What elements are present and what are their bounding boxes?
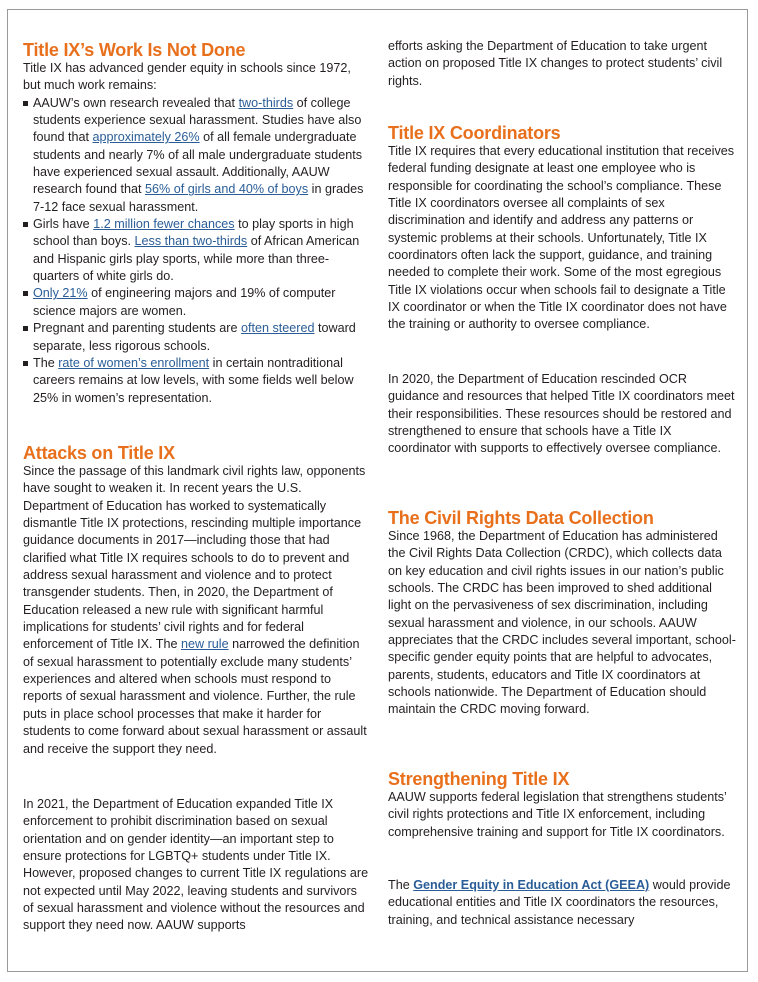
section-attacks-continued (23, 796, 370, 935)
list-item (23, 355, 370, 407)
link-two-thirds[interactable]: two-thirds (238, 95, 294, 110)
paragraph: Since 1968, the Department of Education has administered the Civil Rights Data Collection (CRDC), which collects data on key education and civil rights issues in our nation’s public schools. The CRDC has been improved to shed additional light on the pervasiveness of sex discrimination, including sexual harassment and violence, in our schools. AAUW appreciates that the CRDC includes several important, school-specific gender equity points that are helpful to advocates, parents, students, educators and Title IX coordinators at schools nationwide. The Department of Education should maintain the CRDC moving forward. (388, 529, 736, 717)
list-item (23, 216, 370, 285)
paragraph: Title IX requires that every educational institution that receives federal funding designate at least one employee who is responsible for coordinating the school’s compliance. These Title IX coordinators oversee all complaints of sex discrimination and identify and address any patterns or systemic problems at their schools. Unfortunately, Title IX coordinators often lack the support, guidance, and training needed to complete their work. Some of the most egregious Title IX violations occur when schools fail to designate a Title IX coordinator or when the Title IX coordinator does not have the training or authority to oversee compliance. (388, 144, 735, 332)
text-run: Girls have (33, 217, 94, 232)
paragraph: In 2020, the Department of Education rescinded OCR guidance and resources that helped Title IX coordinators meet their responsibilities. These resources should be restored and strengthened to ensure that schools have a Title IX coordinator with supports to effectively oversee compliance. (388, 372, 735, 456)
text-run: of engineering majors and 19% of computer science majors are women. (33, 286, 336, 318)
section-heading: Title IX Coordinators (388, 123, 561, 143)
link-rate-of-enrollment[interactable]: rate of women’s enrollment (58, 355, 210, 370)
section-coordinators-continued (388, 371, 736, 458)
link-geea[interactable]: Gender Equity in Education Act (GEEA) (413, 878, 650, 892)
section-strengthening-geea (388, 877, 736, 929)
text-run: of all female undergraduate students and nearly 7% of all male undergraduate students have experienced sexual assault. Additionally, AAUW research found that (33, 130, 363, 197)
link-often-steered[interactable]: often steered (240, 321, 315, 336)
section-heading: Title IX’s Work Is Not Done (23, 40, 246, 60)
link-fewer-chances[interactable]: 1.2 million fewer chances (93, 217, 235, 232)
text-run: Pregnant and parenting students are (33, 321, 241, 336)
text-run: The (33, 355, 59, 370)
stats-list (23, 95, 370, 407)
paragraph (23, 463, 370, 758)
section-heading: Strengthening Title IX (388, 769, 570, 789)
text-run: to play sports in high school than boys. (33, 217, 354, 249)
text-run: in certain nontraditional careers remains at low levels, with some fields well below 25% in women’s representation. (33, 355, 354, 405)
text-run: of college students experience sexual harassment. Studies have also found that (33, 95, 362, 145)
paragraph (388, 877, 736, 929)
section-strengthening (388, 769, 736, 841)
link-new-rule[interactable]: new rule (180, 637, 229, 652)
text-run: The (388, 878, 414, 892)
link-approximately-26[interactable]: approximately 26% (92, 130, 200, 145)
continued-text (388, 38, 736, 90)
text-run: AAUW’s own research revealed that (33, 95, 239, 110)
list-item (23, 285, 370, 320)
text-run: would provide educational entities and Title IX coordinators the resources, training, and technical assistance necessary (388, 878, 731, 927)
section-heading: Attacks on Title IX (23, 443, 175, 463)
list-item (23, 95, 370, 216)
text-run: Since the passage of this landmark civil rights law, opponents have sought to weaken it. In recent years the U.S. Department of Education has worked to systematically dismantle Title IX protections, rescinding multiple importance guidance documents in 2017—including those that had clarified what Title IX requires schools to do to prevent and address sexual harassment and violence and to protect transgender students. Then, in 2020, the Department of Education released a new rule with significant harmful implications for students’ civil rights and for federal enforcement of Title IX. The (23, 464, 366, 652)
link-only-21[interactable]: Only 21% (33, 286, 88, 301)
section-heading: The Civil Rights Data Collection (388, 508, 654, 528)
text-run: of African American and Hispanic girls play sports, while more than three-quarters of white girls do. (33, 234, 360, 284)
section-attacks (23, 443, 370, 758)
paragraph: AAUW supports federal legislation that strengthens students’ civil rights protections and Title IX enforcement, including comprehensive training and support for Title IX coordinators. (388, 790, 727, 839)
paragraph: In 2021, the Department of Education expanded Title IX enforcement to prohibit discrimination based on sexual orientation and on gender identity—an important step to ensure protections for LGBTQ+ students under Title IX. However, proposed changes to current Title IX regulations are not expected until May 2022, leaving students and survivors of sexual harassment and violence without the resources and support they need now. AAUW supports (23, 797, 369, 933)
text-run: in grades 7-12 face sexual harassment. (33, 182, 364, 214)
link-56-girls-40-boys[interactable]: 56% of girls and 40% of boys (145, 182, 309, 197)
section-coordinators (388, 123, 736, 334)
list-item (23, 320, 370, 355)
section-intro: Title IX has advanced gender equity in schools since 1972, but much work remains: (23, 61, 351, 93)
text-run: toward separate, less rigorous schools. (33, 321, 356, 353)
paragraph: efforts asking the Department of Education to take urgent action on proposed Title IX changes to protect students’ civil rights. (388, 39, 723, 88)
link-less-than-two-thirds[interactable]: Less than two-thirds (134, 234, 248, 249)
section-work-not-done (23, 40, 370, 407)
section-crdc (388, 508, 736, 719)
text-run: narrowed the definition of sexual harassment to potentially exclude many students’ experiences and altered when schools must respond to reports of sexual harassment and violence. Further, the rule puts in place school processes that make it harder for students to come forward about sexual harassment or assault and receive the support they need. (23, 637, 367, 756)
